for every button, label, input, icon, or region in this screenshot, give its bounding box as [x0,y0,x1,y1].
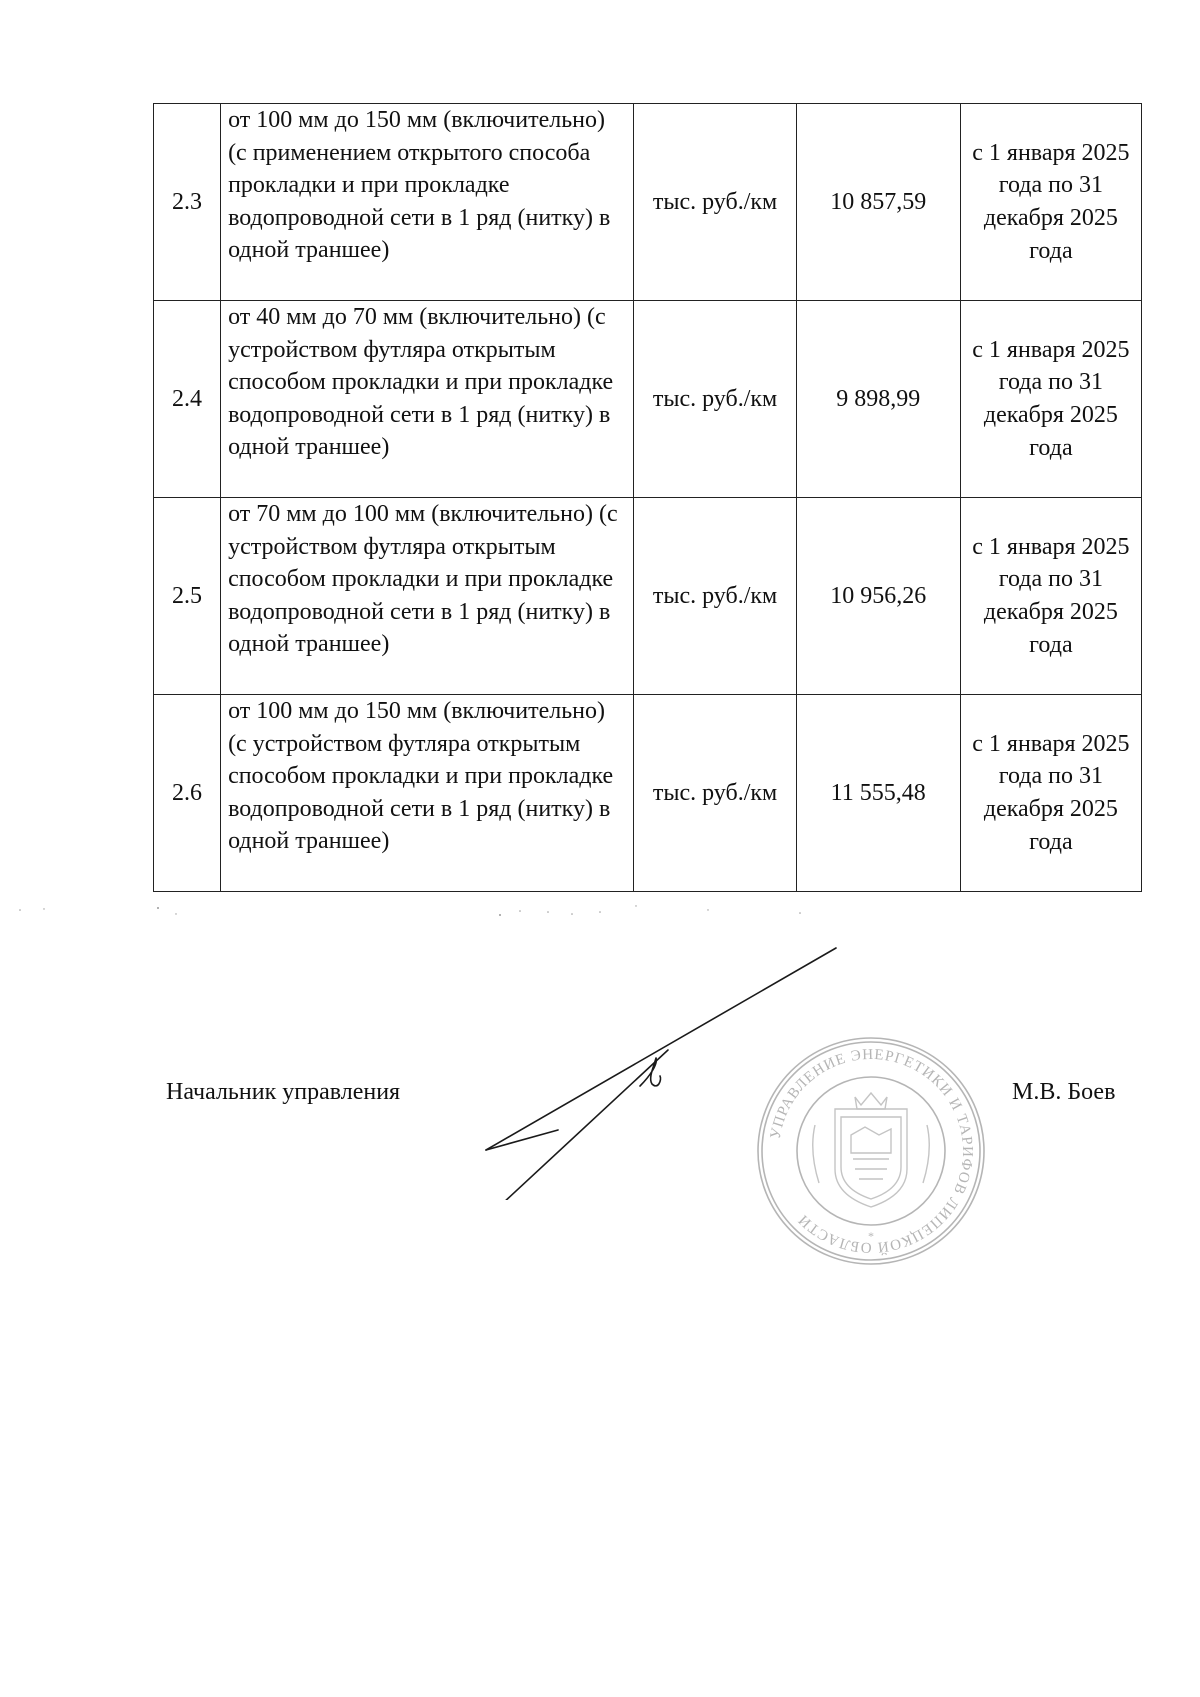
svg-text:*: * [868,1229,874,1243]
row-value: 11 555,48 [796,695,960,892]
row-description: от 40 мм до 70 мм (включительно) (с устройством футляра открытым способом прокладки и при прокладке водопроводной сети в 1 ряд (нитку) в одной траншее) [221,301,634,498]
seal-text: УПРАВЛЕНИЕ ЭНЕРГЕТИКИ И ТАРИФОВ ЛИПЕЦКОЙ ОБЛАСТИ [767,1046,976,1256]
row-number: 2.3 [154,104,221,301]
row-unit: тыс. руб./км [634,695,796,892]
signer-name: М.В. Боев [1012,1079,1116,1105]
row-number: 2.6 [154,695,221,892]
row-description: от 100 мм до 150 мм (включительно) (с устройством футляра открытым способом прокладки и при прокладке водопроводной сети в 1 ряд (нитку) в одной траншее) [221,695,634,892]
row-value: 9 898,99 [796,301,960,498]
row-value: 10 956,26 [796,498,960,695]
row-period: с 1 января 2025 года по 31 декабря 2025 года [960,104,1141,301]
row-period: с 1 января 2025 года по 31 декабря 2025 года [960,498,1141,695]
row-period: с 1 января 2025 года по 31 декабря 2025 года [960,301,1141,498]
signer-position: Начальник управления [166,1079,401,1105]
row-unit: тыс. руб./км [634,104,796,301]
row-value: 10 857,59 [796,104,960,301]
row-period: с 1 января 2025 года по 31 декабря 2025 года [960,695,1141,892]
row-description: от 70 мм до 100 мм (включительно) (с устройством футляра открытым способом прокладки и при прокладке водопроводной сети в 1 ряд (нитку) в одной траншее) [221,498,634,695]
row-unit: тыс. руб./км [634,301,796,498]
handwritten-signature [480,930,850,1200]
row-description: от 100 мм до 150 мм (включительно) (с применением открытого способа прокладки и при прокладке водопроводной сети в 1 ряд (нитку) в одной траншее) [221,104,634,301]
row-number: 2.5 [154,498,221,695]
row-number: 2.4 [154,301,221,498]
row-unit: тыс. руб./км [634,498,796,695]
